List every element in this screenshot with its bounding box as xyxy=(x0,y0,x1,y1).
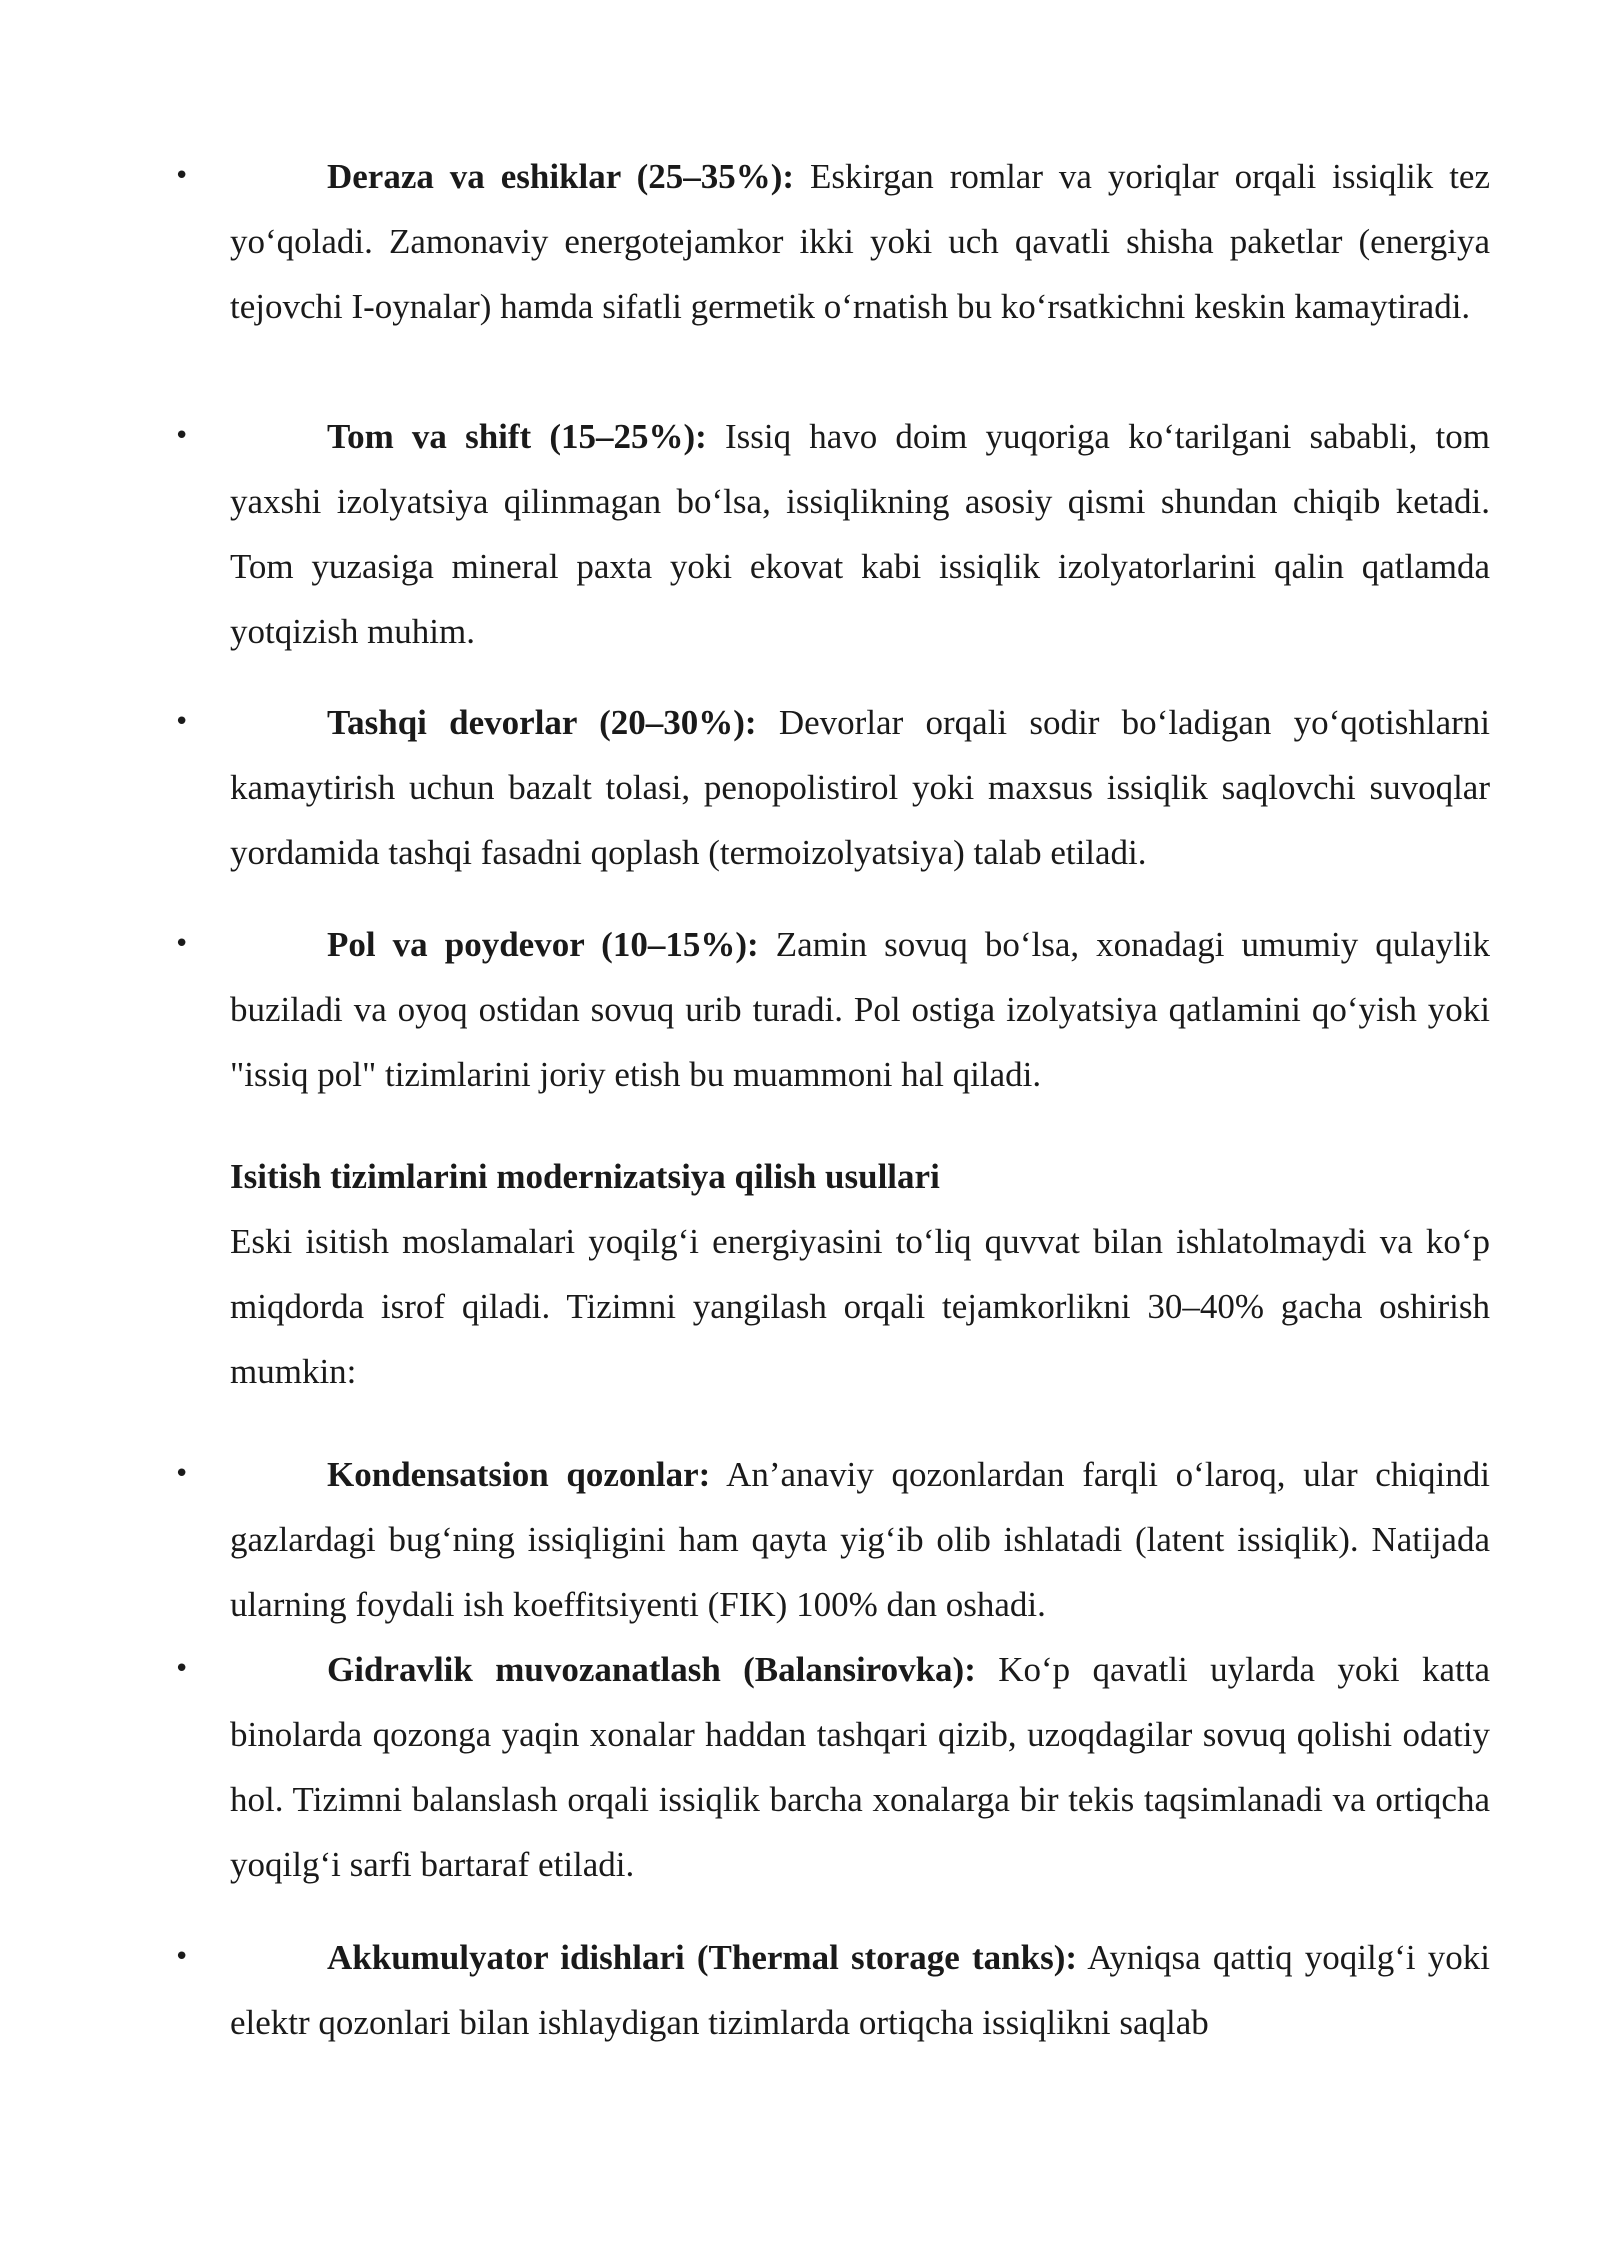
bullet-icon: • xyxy=(174,1459,190,1489)
item-text: Issiq havo doim yuqoriga ko‘tarilgani sababli, tom yaxshi izolyatsiya qilinmagan bo‘lsa, issiqlikning asosiy qismi shundan chiqib ketadi. Tom yuzasiga mineral paxta yoki ekovat kabi issiqlik izolyatorlarini qalin qatlamda yotqizish muhim. xyxy=(230,417,1490,651)
bullet-icon: • xyxy=(174,707,190,737)
bullet-icon: • xyxy=(174,1654,190,1684)
item-label: Pol va poydevor (10–15%): xyxy=(327,925,759,964)
item-label: Gidravlik muvozanatlash (Balansirovka): xyxy=(327,1650,976,1689)
list-item xyxy=(174,144,1490,339)
list-item xyxy=(174,690,1490,885)
list-item xyxy=(174,1925,1490,2055)
bullet-icon: • xyxy=(174,421,190,451)
list-item xyxy=(174,912,1490,1107)
item-text: Devorlar orqali sodir bo‘ladigan yo‘qotishlarni kamaytirish uchun bazalt tolasi, penopolistirol yoki maxsus issiqlik saqlovchi suvoqlar yordamida tashqi fasadni qoplash (termoizolyatsiya) talab etiladi. xyxy=(230,703,1490,872)
item-label: Deraza va eshiklar (25–35%): xyxy=(327,157,795,196)
list-item xyxy=(174,1442,1491,1637)
item-text: Zamin sovuq bo‘lsa, xonadagi umumiy qulaylik buziladi va oyoq ostidan sovuq urib turadi. Pol ostiga izolyatsiya qatlamini qo‘yish yoki "issiq pol" tizimlarini joriy etish bu muammoni hal qiladi. xyxy=(230,925,1490,1094)
section-heading: Isitish tizimlarini modernizatsiya qilish usullari xyxy=(230,1157,940,1196)
bullet-icon: • xyxy=(174,161,190,191)
item-label: Tom va shift (15–25%): xyxy=(327,417,707,456)
list-item xyxy=(174,1637,1490,1897)
bullet-icon: • xyxy=(174,1942,190,1972)
item-text: Ko‘p qavatli uylarda yoki katta binolarda qozonga yaqin xonalar haddan tashqari qizib, uzoqdagilar sovuq qolishi odatiy hol. Tizimni balanslash orqali issiqlik barcha xonalarga bir tekis taqsimlanadi va ortiqcha yoqilg‘i sarfi bartaraf etiladi. xyxy=(230,1650,1490,1884)
item-label: Tashqi devorlar (20–30%): xyxy=(327,703,757,742)
item-text: An’anaviy qozonlardan farqli o‘laroq, ular chiqindi gazlardagi bug‘ning issiqligini ham qayta yig‘ib olib ishlatadi (latent issiqlik). Natijada ularning foydali ish koeffitsiyenti (FIK) 100% dan oshadi. xyxy=(230,1455,1491,1624)
list-item xyxy=(174,404,1490,664)
bullet-icon: • xyxy=(174,929,190,959)
item-label: Akkumulyator idishlari (Thermal storage tanks): xyxy=(327,1938,1078,1977)
item-text: Eskirgan romlar va yoriqlar orqali issiqlik tez yo‘qoladi. Zamonaviy energotejamkor ikki yoki uch qavatli shisha paketlar (energiya tejovchi I-oynalar) hamda sifatli germetik o‘rnatish bu ko‘rsatkichni keskin kamaytiradi. xyxy=(230,157,1490,326)
section-intro: Eski isitish moslamalari yoqilg‘i energiyasini to‘liq quvvat bilan ishlatolmaydi va ko‘p miqdorda isrof qiladi. Tizimni yangilash orqali tejamkorlikni 30–40% gacha oshirish mumkin: xyxy=(230,1222,1490,1391)
item-text: Ayniqsa qattiq yoqilg‘i yoki elektr qozonlari bilan ishlaydigan tizimlarda ortiqcha issiqlikni saqlab xyxy=(230,1938,1490,2042)
item-label: Kondensatsion qozonlar: xyxy=(327,1455,711,1494)
